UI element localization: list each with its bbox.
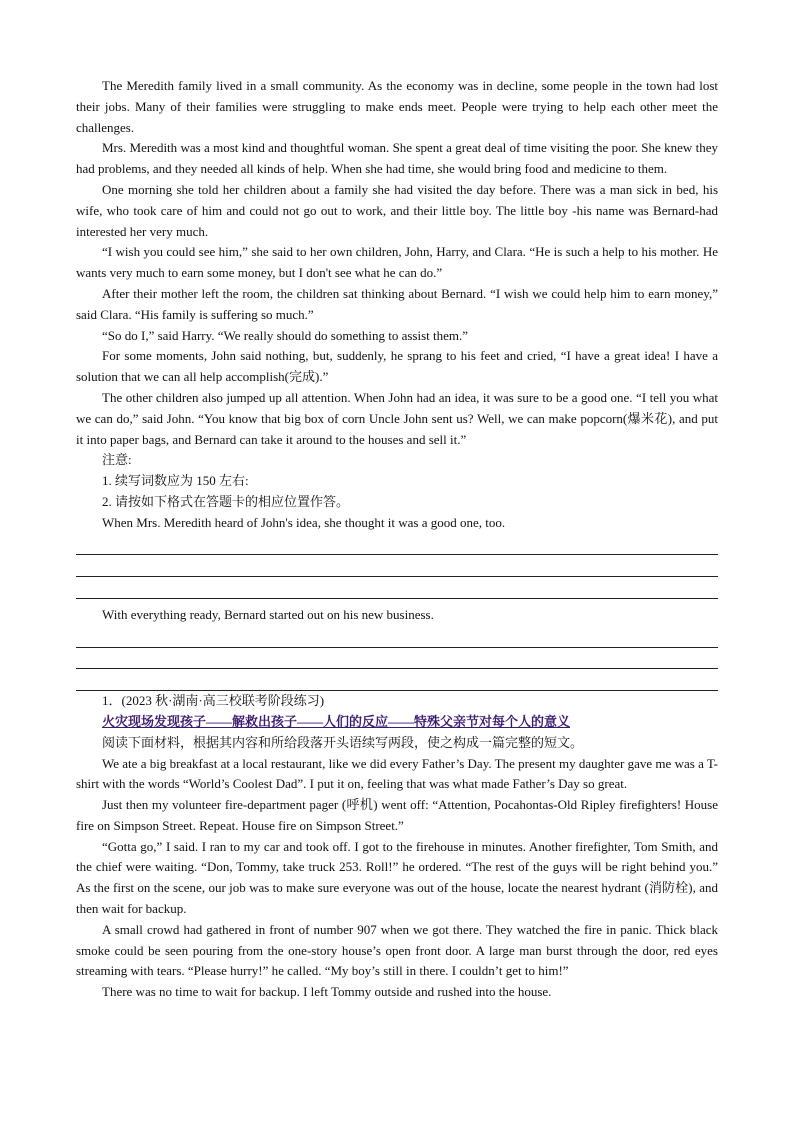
paragraph: “Gotta go,” I said. I ran to my car and took off. I got to the firehouse in minutes. Another firefighter, Tom Smith, and the chief were waiting. “Don, Tommy, take truck 253. Roll!” he ordered. “The rest of the guys will be right behind you.” As the first on the scene, our job was to make sure everyone was out of the house, locate the nearest hydrant (消防栓), and then wait for backup. bbox=[76, 838, 718, 917]
note-label: 注意: bbox=[102, 452, 132, 468]
topic-outline bbox=[76, 712, 718, 733]
document-body bbox=[76, 76, 718, 1003]
paragraph: “So do I,” said Harry. “We really should do something to assist them.” bbox=[102, 327, 469, 343]
question-header: 1．(2023 秋·湖南·高三校联考阶段练习) bbox=[102, 693, 325, 709]
continuation-prompt-1: When Mrs. Meredith heard of John's idea, she thought it was a good one, too. bbox=[102, 514, 506, 530]
paragraph: A small crowd had gathered in front of number 907 when we got there. They watched the fire in panic. Thick black smoke could be seen pouring from the one-story house’s open front door. A large man burst through the door, red eyes streaming with tears. “Please hurry!” he called. “My boy’s still in there. I couldn’t get to him!” bbox=[76, 921, 718, 979]
note-item: 2. 请按如下格式在答题卡的相应位置作答。 bbox=[102, 493, 350, 509]
paragraph: There was no time to wait for backup. I left Tommy outside and rushed into the house. bbox=[102, 984, 552, 1000]
answer-line[interactable] bbox=[76, 669, 718, 691]
paragraph: The Meredith family lived in a small community. As the economy was in decline, some people in the town had lost their jobs. Many of their families were struggling to make ends meet. People were trying to help each other meet the challenges. bbox=[76, 78, 718, 135]
paragraph: Mrs. Meredith was a most kind and thoughtful woman. She spent a great deal of time visiting the poor. She knew they had problems, and they needed all kinds of help. When she had time, she would bring food and medicine to them. bbox=[76, 140, 718, 177]
continuation-prompt-2: With everything ready, Bernard started out on his new business. bbox=[102, 606, 434, 622]
paragraph: For some moments, John said nothing, but, suddenly, he sprang to his feet and cried, “I have a great idea! I have a solution that we can all help accomplish(完成).” bbox=[76, 348, 718, 385]
answer-line[interactable] bbox=[76, 534, 718, 556]
paragraph: Just then my volunteer fire-department pager (呼机) went off: “Attention, Pocahontas-Old Ripley firefighters! House fire on Simpson Street. Repeat. House fire on Simpson Street.” bbox=[76, 797, 718, 833]
paragraph: “I wish you could see him,” she said to her own children, John, Harry, and Clara. “He is such a help to his mother. He wants very much to earn some money, but I don't see what he can do.” bbox=[76, 244, 718, 281]
question-2 bbox=[76, 691, 718, 1003]
paragraph: One morning she told her children about a family she had visited the day before. There was a man sick in bed, his wife, who took care of him and could not go out to work, and their little boy. The little boy -his name was Bernard-had interested her very much. bbox=[76, 181, 718, 239]
note-item: 1. 续写词数应为 150 左右: bbox=[102, 473, 249, 489]
instruction: 阅读下面材料，根据其内容和所给段落开头语续写两段，使之构成一篇完整的短文。 bbox=[102, 734, 584, 750]
paragraph: The other children also jumped up all attention. When John had an idea, it was sure to be a good one. “I tell you what we can do,” said John. “You know that big box of corn Uncle John sent us? Well, we can make popcorn(爆米花), and put it into paper bags, and Bernard can take it around to the houses and sell it.” bbox=[76, 389, 718, 447]
paragraph: We ate a big breakfast at a local restaurant, like we did every Father’s Day. The present my daughter gave me was a T-shirt with the words “World’s Coolest Dad”. I put it on, feeling that was what made Father’s Day so great. bbox=[76, 755, 718, 792]
paragraph: After their mother left the room, the children sat thinking about Bernard. “I wish we could help him to earn money,” said Clara. “His family is suffering so much.” bbox=[76, 285, 718, 322]
passage-1 bbox=[76, 76, 718, 691]
answer-line[interactable] bbox=[76, 555, 718, 577]
answer-line[interactable] bbox=[76, 648, 718, 670]
answer-line[interactable] bbox=[76, 577, 718, 599]
answer-line[interactable] bbox=[76, 626, 718, 648]
topic-text: 火灾现场发现孩子——解救出孩子——人们的反应——特殊父亲节对每个人的意义 bbox=[102, 713, 571, 729]
